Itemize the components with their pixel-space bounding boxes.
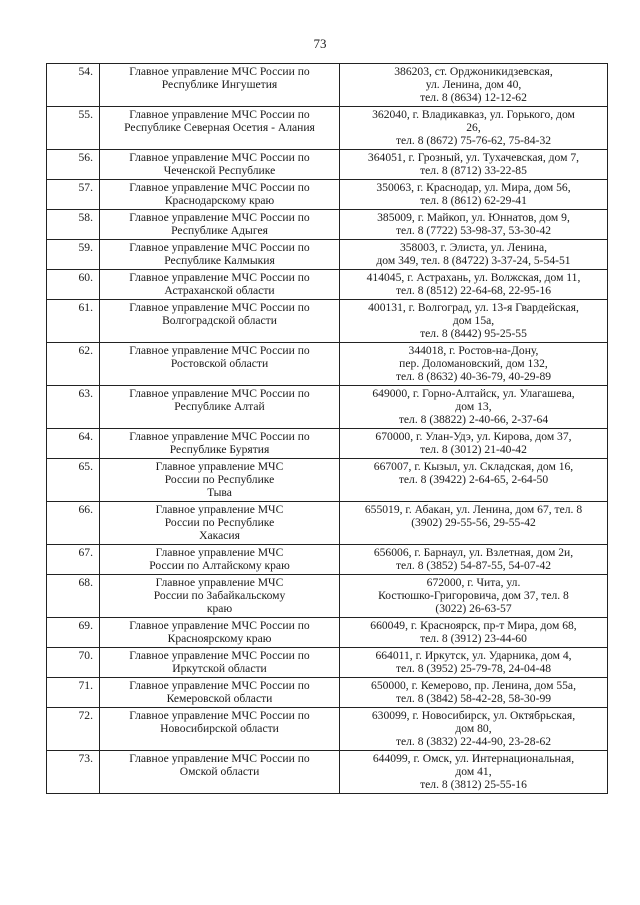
address-line: 350063, г. Краснодар, ул. Мира, дом 56, <box>376 181 571 194</box>
address-line: дом 41, <box>455 765 492 778</box>
office-name-line: Республике Алтай <box>174 400 265 413</box>
table-row <box>47 64 608 107</box>
office-address-cell <box>340 150 608 180</box>
address-line: 667007, г. Кызыл, ул. Складская, дом 16, <box>373 460 574 473</box>
office-name-cell <box>100 678 340 708</box>
row-number: 63. <box>47 386 100 429</box>
office-name-cell <box>100 386 340 429</box>
address-line: ул. Ленина, дом 40, <box>425 78 522 91</box>
office-address-cell <box>340 64 608 107</box>
office-name-line: Тыва <box>207 486 232 499</box>
office-name-line: Кемеровской области <box>166 692 273 705</box>
address-line: 400131, г. Волгоград, ул. 13-я Гвардейская, <box>368 301 579 314</box>
office-name-line: России по Алтайскому краю <box>149 559 290 572</box>
row-number: 59. <box>47 240 100 270</box>
table-row <box>47 708 608 751</box>
office-name-line: Краснодарскому краю <box>164 194 275 207</box>
row-number: 54. <box>47 64 100 107</box>
address-line: тел. 8 (8612) 62-29-41 <box>420 194 527 207</box>
row-number: 61. <box>47 300 100 343</box>
table-row <box>47 459 608 502</box>
row-number: 71. <box>47 678 100 708</box>
table-row <box>47 180 608 210</box>
table-row <box>47 648 608 678</box>
address-line: тел. 8 (3812) 25-55-16 <box>420 778 527 791</box>
office-name-line: Новосибирской области <box>160 722 279 735</box>
office-address-cell <box>340 545 608 575</box>
office-name-line: Главное управление МЧС России по <box>129 271 310 284</box>
row-number: 73. <box>47 751 100 794</box>
address-line: тел. 8 (8712) 33-22-85 <box>420 164 527 177</box>
office-name-line: Главное управление МЧС России по <box>129 181 310 194</box>
table-row <box>47 502 608 545</box>
office-address-cell <box>340 618 608 648</box>
table-row <box>47 240 608 270</box>
address-line: 656006, г. Барнаул, ул. Взлетная, дом 2и, <box>373 546 574 559</box>
office-name-line: Республике Бурятия <box>169 443 270 456</box>
office-name-cell <box>100 545 340 575</box>
office-name-line: Иркутской области <box>172 662 267 675</box>
row-number: 69. <box>47 618 100 648</box>
address-line: дом 80, <box>455 722 492 735</box>
address-line: дом 15а, <box>452 314 495 327</box>
address-line: тел. 8 (3842) 58-42-28, 58-30-99 <box>395 692 552 705</box>
office-name-line: Республике Северная Осетия - Алания <box>124 121 315 134</box>
row-number: 68. <box>47 575 100 618</box>
table-row <box>47 107 608 150</box>
office-address-cell <box>340 678 608 708</box>
address-line: тел. 8 (3952) 25-79-78, 24-04-48 <box>395 662 552 675</box>
office-address-cell <box>340 575 608 618</box>
row-number: 66. <box>47 502 100 545</box>
office-address-cell <box>340 648 608 678</box>
address-line: 664011, г. Иркутск, ул. Ударника, дом 4, <box>375 649 572 662</box>
office-name-cell <box>100 270 340 300</box>
office-name-line: Главное управление МЧС России по <box>129 241 310 254</box>
address-line: 358003, г. Элиста, ул. Ленина, <box>399 241 548 254</box>
row-number: 57. <box>47 180 100 210</box>
office-name-cell <box>100 343 340 386</box>
address-line: дом 349, тел. 8 (84722) 3-37-24, 5-54-51 <box>376 254 571 267</box>
table-row <box>47 545 608 575</box>
office-address-cell <box>340 708 608 751</box>
table-row <box>47 343 608 386</box>
address-line: 362040, г. Владикавказ, ул. Горького, дом <box>372 108 575 121</box>
address-line: Костюшко-Григоровича, дом 37, тел. 8 <box>378 589 569 602</box>
office-name-line: Главное управление МЧС России по <box>129 619 310 632</box>
row-number: 64. <box>47 429 100 459</box>
address-line: 649000, г. Горно-Алтайск, ул. Улагашева, <box>372 387 575 400</box>
office-address-cell <box>340 386 608 429</box>
address-line: (3902) 29-55-56, 29-55-42 <box>411 516 536 529</box>
row-number: 67. <box>47 545 100 575</box>
office-name-line: России по Республике <box>164 516 275 529</box>
office-name-line: России по Забайкальскому <box>153 589 286 602</box>
office-name-line: Главное управление МЧС России по <box>129 387 310 400</box>
office-name-line: Красноярскому краю <box>167 632 272 645</box>
office-name-cell <box>100 459 340 502</box>
row-number: 55. <box>47 107 100 150</box>
table-row <box>47 678 608 708</box>
office-name-line: Республике Калмыкия <box>164 254 275 267</box>
office-address-cell <box>340 459 608 502</box>
office-name-cell <box>100 107 340 150</box>
office-name-line: Главное управление МЧС России по <box>129 649 310 662</box>
office-address-cell <box>340 429 608 459</box>
address-line: тел. 8 (7722) 53-98-37, 53-30-42 <box>395 224 552 237</box>
row-number: 62. <box>47 343 100 386</box>
office-name-line: Главное управление МЧС России по <box>129 65 310 78</box>
address-line: 660049, г. Красноярск, пр-т Мира, дом 68, <box>370 619 577 632</box>
table-body <box>47 64 608 794</box>
office-name-cell <box>100 708 340 751</box>
office-address-cell <box>340 502 608 545</box>
address-line: 344018, г. Ростов-на-Дону, <box>408 344 539 357</box>
office-name-cell <box>100 648 340 678</box>
office-name-line: Главное управление МЧС <box>155 576 284 589</box>
address-line: 650000, г. Кемерово, пр. Ленина, дом 55а, <box>371 679 576 692</box>
office-address-cell <box>340 343 608 386</box>
address-line: тел. 8 (3912) 23-44-60 <box>420 632 527 645</box>
office-name-cell <box>100 502 340 545</box>
office-name-line: Главное управление МЧС <box>155 460 284 473</box>
address-line: тел. 8 (8442) 95-25-55 <box>420 327 527 340</box>
office-name-cell <box>100 751 340 794</box>
address-line: тел. 8 (3832) 22-44-90, 23-28-62 <box>395 735 552 748</box>
table-row <box>47 429 608 459</box>
office-name-cell <box>100 64 340 107</box>
table-row <box>47 575 608 618</box>
regional-offices-table <box>46 63 608 794</box>
office-name-line: Главное управление МЧС России по <box>129 752 310 765</box>
address-line: 630099, г. Новосибирск, ул. Октябрьская, <box>371 709 576 722</box>
office-name-cell <box>100 429 340 459</box>
row-number: 65. <box>47 459 100 502</box>
address-line: тел. 8 (3012) 21-40-42 <box>420 443 527 456</box>
page-number: 73 <box>313 36 327 51</box>
row-number: 72. <box>47 708 100 751</box>
office-name-line: Главное управление МЧС России по <box>129 679 310 692</box>
office-name-line: Омской области <box>179 765 260 778</box>
office-address-cell <box>340 300 608 343</box>
office-name-line: Астраханской области <box>164 284 275 297</box>
office-name-line: Главное управление МЧС <box>155 503 284 516</box>
office-address-cell <box>340 240 608 270</box>
address-line: пер. Доломановский, дом 132, <box>399 357 548 370</box>
office-name-line: Главное управление МЧС <box>155 546 284 559</box>
office-name-line: России по Республике <box>164 473 275 486</box>
office-name-cell <box>100 210 340 240</box>
row-number: 58. <box>47 210 100 240</box>
address-line: 655019, г. Абакан, ул. Ленина, дом 67, тел. 8 <box>364 503 583 516</box>
office-name-line: Главное управление МЧС России по <box>129 151 310 164</box>
address-line: дом 13, <box>455 400 492 413</box>
office-name-cell <box>100 575 340 618</box>
office-name-line: Ростовской области <box>170 357 269 370</box>
address-line: тел. 8 (3852) 54-87-55, 54-07-42 <box>395 559 552 572</box>
table-row <box>47 618 608 648</box>
address-line: 364051, г. Грозный, ул. Тухачевская, дом 7, <box>367 151 580 164</box>
office-name-line: Главное управление МЧС России по <box>129 430 310 443</box>
office-name-line: Республике Адыгея <box>171 224 268 237</box>
office-name-cell <box>100 150 340 180</box>
office-name-line: Хакасия <box>199 529 240 542</box>
address-line: 26, <box>466 121 481 134</box>
office-address-cell <box>340 751 608 794</box>
office-address-cell <box>340 210 608 240</box>
table-row <box>47 300 608 343</box>
office-name-line: Чеченской Республике <box>163 164 276 177</box>
address-line: 414045, г. Астрахань, ул. Волжская, дом 11, <box>366 271 581 284</box>
office-name-line: Главное управление МЧС России по <box>129 709 310 722</box>
row-number: 70. <box>47 648 100 678</box>
address-line: тел. 8 (39422) 2-64-65, 2-64-50 <box>398 473 549 486</box>
table-row <box>47 270 608 300</box>
office-name-cell <box>100 618 340 648</box>
address-line: 670000, г. Улан-Удэ, ул. Кирова, дом 37, <box>375 430 572 443</box>
office-name-line: Главное управление МЧС России по <box>129 344 310 357</box>
address-line: 672000, г. Чита, ул. <box>426 576 521 589</box>
office-name-cell <box>100 300 340 343</box>
address-line: 386203, ст. Орджоникидзевская, <box>394 65 553 78</box>
address-line: тел. 8 (8634) 12-12-62 <box>420 91 527 104</box>
row-number: 60. <box>47 270 100 300</box>
office-name-line: Республике Ингушетия <box>161 78 278 91</box>
office-name-line: Главное управление МЧС России по <box>129 211 310 224</box>
address-line: тел. 8 (8632) 40-36-79, 40-29-89 <box>395 370 552 383</box>
table-row <box>47 751 608 794</box>
table-row <box>47 386 608 429</box>
office-name-line: Главное управление МЧС России по <box>129 301 310 314</box>
office-address-cell <box>340 180 608 210</box>
table-row <box>47 210 608 240</box>
address-line: тел. 8 (8512) 22-64-68, 22-95-16 <box>395 284 552 297</box>
row-number: 56. <box>47 150 100 180</box>
address-line: 385009, г. Майкоп, ул. Юннатов, дом 9, <box>377 211 570 224</box>
office-address-cell <box>340 107 608 150</box>
address-line: тел. 8 (8672) 75-76-62, 75-84-32 <box>395 134 552 147</box>
office-name-line: Главное управление МЧС России по <box>129 108 310 121</box>
office-name-line: Волгоградской области <box>162 314 277 327</box>
office-name-cell <box>100 180 340 210</box>
address-line: тел. 8 (38822) 2-40-66, 2-37-64 <box>398 413 549 426</box>
address-line: 644099, г. Омск, ул. Интернациональная, <box>372 752 575 765</box>
table-row <box>47 150 608 180</box>
address-line: (3022) 26-63-57 <box>435 602 512 615</box>
office-address-cell <box>340 270 608 300</box>
office-name-line: краю <box>206 602 233 615</box>
office-name-cell <box>100 240 340 270</box>
